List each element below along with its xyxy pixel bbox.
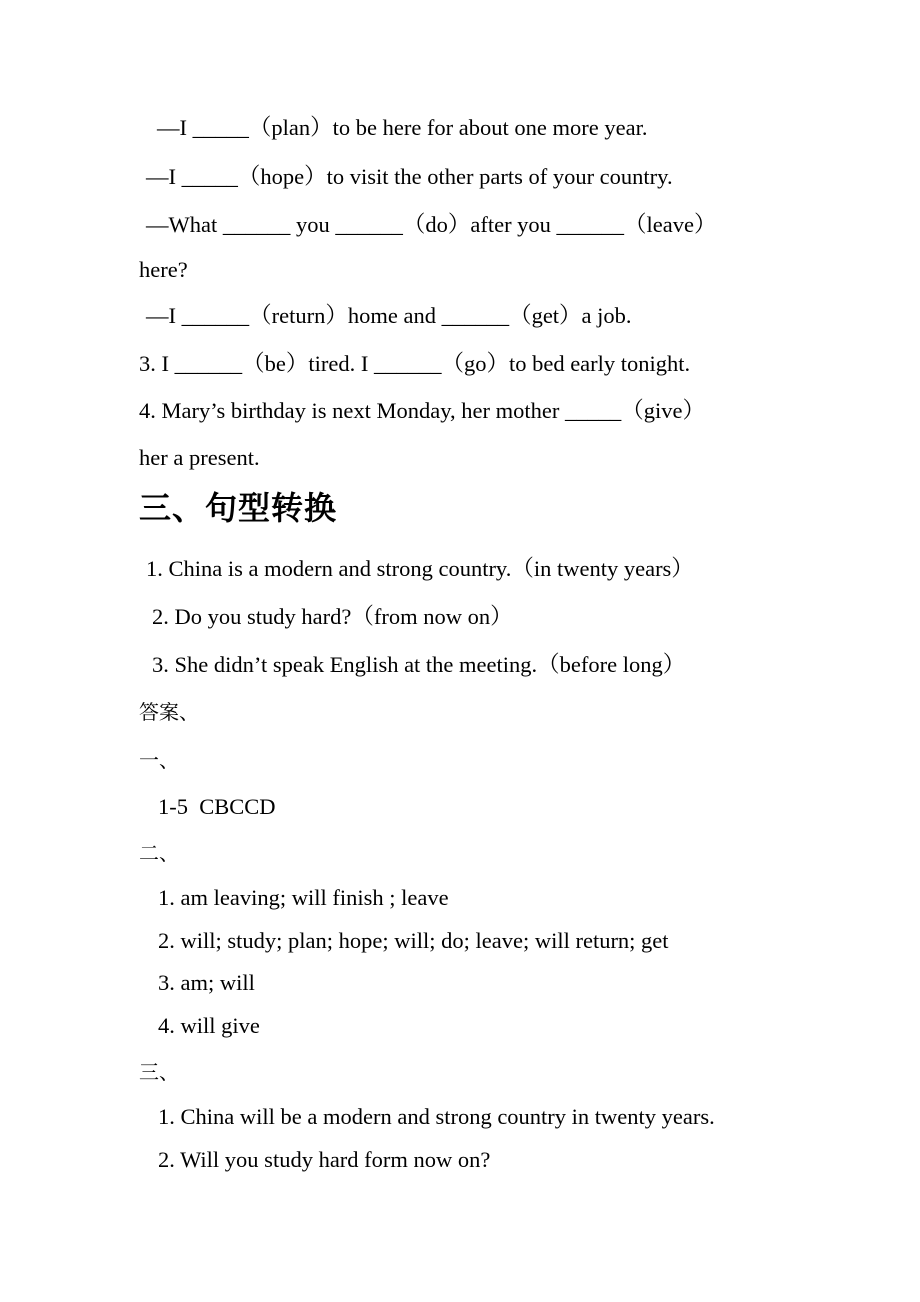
answer-line: 1. China will be a modern and strong country in twenty years. bbox=[158, 1104, 715, 1129]
answer-line: 4. will give bbox=[158, 1013, 260, 1038]
exercise-line: her a present. bbox=[139, 445, 260, 470]
exercise-line: 3. I ______（be）tired. I ______（go）to bed early tonight. bbox=[139, 351, 691, 376]
exercise-line: 2. Do you study hard?（from now on） bbox=[152, 604, 513, 629]
answer-line: 1. am leaving; will finish ; leave bbox=[158, 885, 449, 910]
answer-line: 1-5 CBCCD bbox=[158, 794, 276, 819]
section-heading: 三、句型转换 bbox=[139, 489, 338, 527]
answer-part-label: 一、 bbox=[139, 748, 179, 772]
answer-part-label: 三、 bbox=[139, 1060, 179, 1084]
answer-part-label: 二、 bbox=[139, 841, 179, 865]
exercise-line: —I _____（hope）to visit the other parts of your country. bbox=[146, 164, 673, 189]
exercise-line: —I ______（return）home and ______（get）a job. bbox=[146, 303, 632, 328]
answers-title: 答案、 bbox=[139, 700, 199, 724]
answer-line: 3. am; will bbox=[158, 970, 255, 995]
exercise-line: —I _____（plan）to be here for about one more year. bbox=[157, 115, 648, 140]
exercise-line: 1. China is a modern and strong country.（in twenty years） bbox=[146, 556, 694, 581]
exercise-line: here? bbox=[139, 257, 188, 282]
answer-line: 2. will; study; plan; hope; will; do; leave; will return; get bbox=[158, 928, 669, 953]
exercise-line: 4. Mary’s birthday is next Monday, her mother _____（give） bbox=[139, 398, 705, 423]
exercise-line: 3. She didn’t speak English at the meeting.（before long） bbox=[152, 652, 686, 677]
answer-line: 2. Will you study hard form now on? bbox=[158, 1147, 491, 1172]
exercise-line: —What ______ you ______（do）after you ______（leave） bbox=[146, 212, 717, 237]
